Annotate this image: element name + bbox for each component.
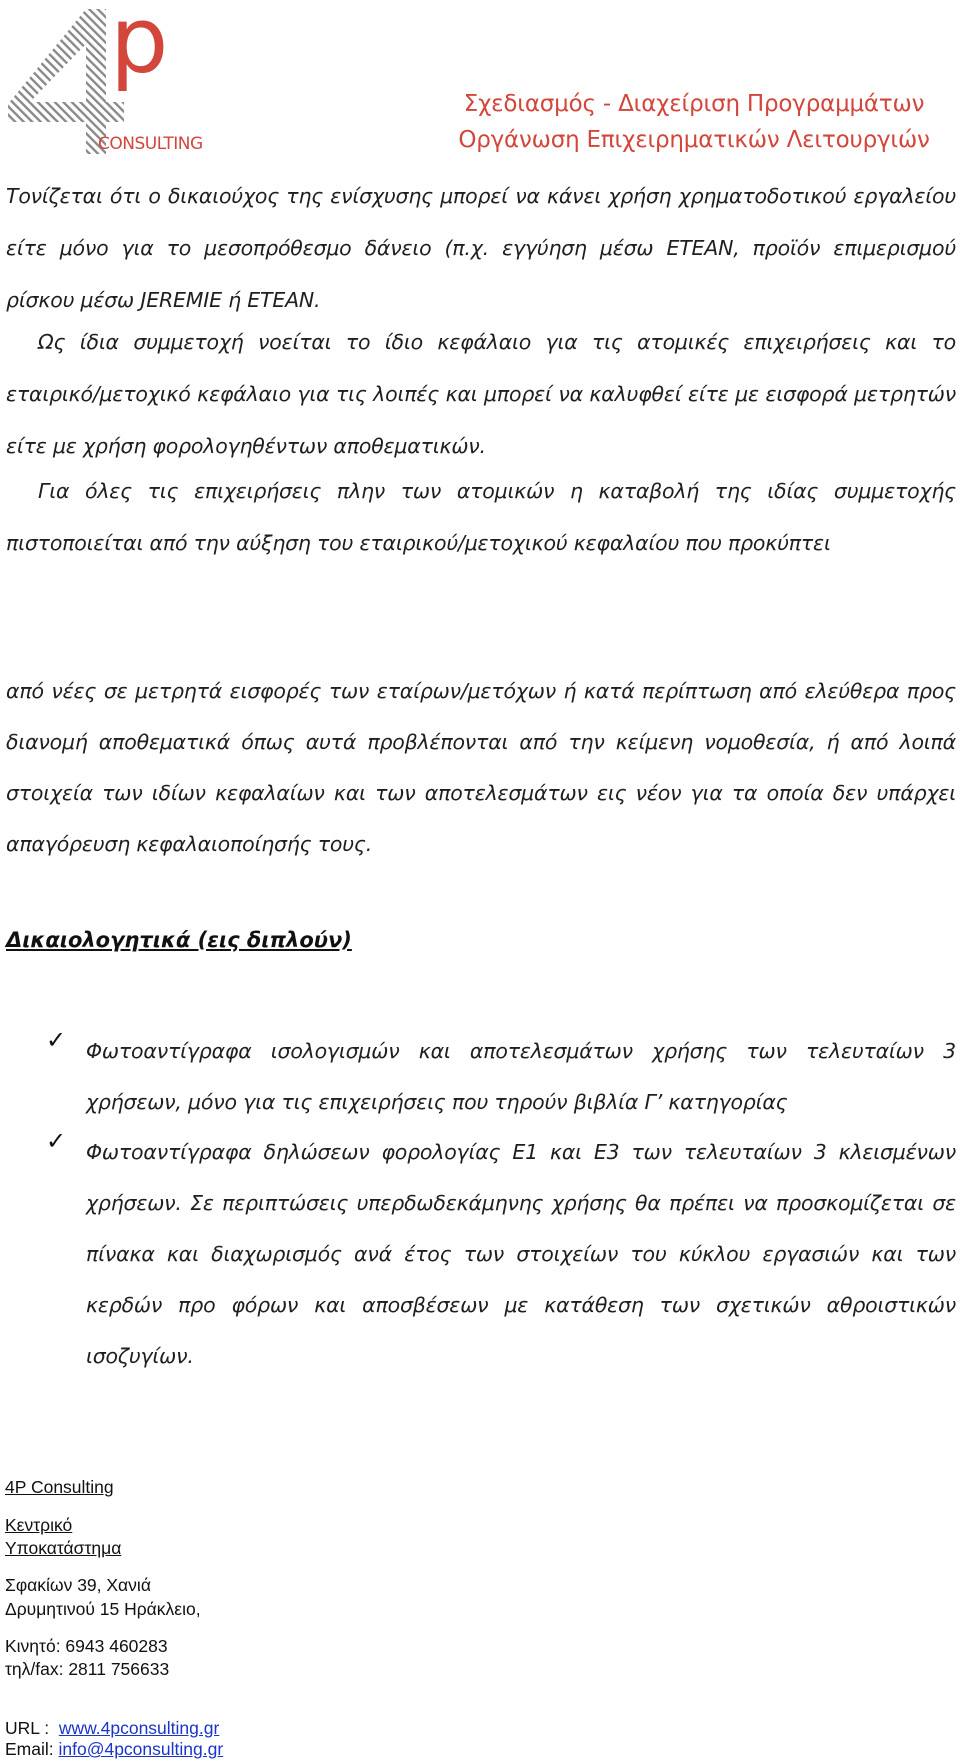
paragraph-sources: από νέες σε μετρητά εισφορές των εταίρων/μετόχων ή κατά περίπτωση από ελεύθερα προς διανομή αποθεματικά όπως αυτά προβλέπονται από την κείμενη νομοθεσία, ή από λοιπά στοιχεία των ιδίων κεφαλαίων και των αποτελεσμάτων εις νέον για τα οποία δεν υπάρχει απαγόρευση κεφαλαιοποίησής τους. <box>6 679 956 856</box>
tagline-organization: Οργάνωση Επιχειρηματικών Λειτουργιών <box>458 127 930 153</box>
list-item <box>46 1127 956 1382</box>
footer-branch: Υποκατάστημα <box>5 1538 122 1558</box>
company-logo <box>6 4 216 166</box>
footer-email-label: Email: <box>5 1739 59 1759</box>
footer-url-row <box>5 1717 219 1739</box>
footer-central: Κεντρικό <box>5 1515 73 1535</box>
check-icon: ✓ <box>46 1026 67 1054</box>
logo-p: p <box>110 4 169 94</box>
logo-subtitle: CONSULTING <box>98 134 203 154</box>
footer-email-row <box>5 1738 223 1760</box>
footer-company: 4P Consulting <box>5 1477 114 1497</box>
list-item-text: Φωτοαντίγραφα δηλώσεων φορολογίας Ε1 και Ε3 των τελευταίων 3 κλεισμένων χρήσεων. Σε περιπτώσεις υπερδωδεκάμηνης χρήσης θα πρέπει να προσκομίζεται σε πίνακα και διαχωρισμός ανά έτος των στοιχείων του κύκλου εργασιών και των κερδών προ φόρων και αποσβέσεων με κατάθεση των σχετικών αθροιστικών ισοζυγίων. <box>86 1140 956 1368</box>
footer-phone-fax: τηλ/fax: 2811 756633 <box>5 1659 170 1679</box>
website-link[interactable]: www.4pconsulting.gr <box>58 1718 220 1738</box>
footer-address-1: Σφακίων 39, Χανιά <box>5 1575 151 1595</box>
list-item <box>46 1026 956 1128</box>
documents-heading: Δικαιολογητικά (εις διπλούν) <box>6 928 352 952</box>
footer-mobile: Κινητό: 6943 460283 <box>5 1636 168 1656</box>
tagline-design: Σχεδιασμός - Διαχείριση Προγραμμάτων <box>463 91 925 117</box>
footer-url-label: URL : <box>5 1718 59 1738</box>
paragraph-financing-tool: Τονίζεται ότι ο δικαιούχος της ενίσχυσης μπορεί να κάνει χρήση χρηματοδοτικού εργαλείου είτε μόνο για το μεσοπρόθεσμο δάνειο (π.χ. εγγύηση μέσω ΕΤΕΑΝ, προϊόν επιμερισμού ρίσκου μέσω JEREMIE ή ΕΤΕΑΝ. <box>6 184 956 312</box>
footer-address-2: Δρυμητινού 15 Ηράκλειο, <box>5 1599 201 1619</box>
paragraph-certification: Για όλες τις επιχειρήσεις πλην των ατομικών η καταβολή της ιδίας συμμετοχής πιστοποιείται από την αύξηση του εταιρικού/μετοχικού κεφαλαίου που προκύπτει <box>6 479 956 555</box>
email-link[interactable]: info@4pconsulting.gr <box>58 1739 224 1759</box>
check-icon: ✓ <box>46 1127 67 1155</box>
paragraph-own-contribution: Ως ίδια συμμετοχή νοείται το ίδιο κεφάλαιο για τις ατομικές επιχειρήσεις και το εταιρικό/μετοχικό κεφάλαιο για τις λοιπές και μπορεί να καλυφθεί είτε με εισφορά μετρητών είτε με χρήση φορολογηθέντων αποθεματικών. <box>6 330 956 458</box>
list-item-text: Φωτοαντίγραφα ισολογισμών και αποτελεσμάτων χρήσης των τελευταίων 3 χρήσεων, μόνο για τις επιχειρήσεις που τηρούν βιβλία Γ’ κατηγορίας <box>86 1039 956 1114</box>
